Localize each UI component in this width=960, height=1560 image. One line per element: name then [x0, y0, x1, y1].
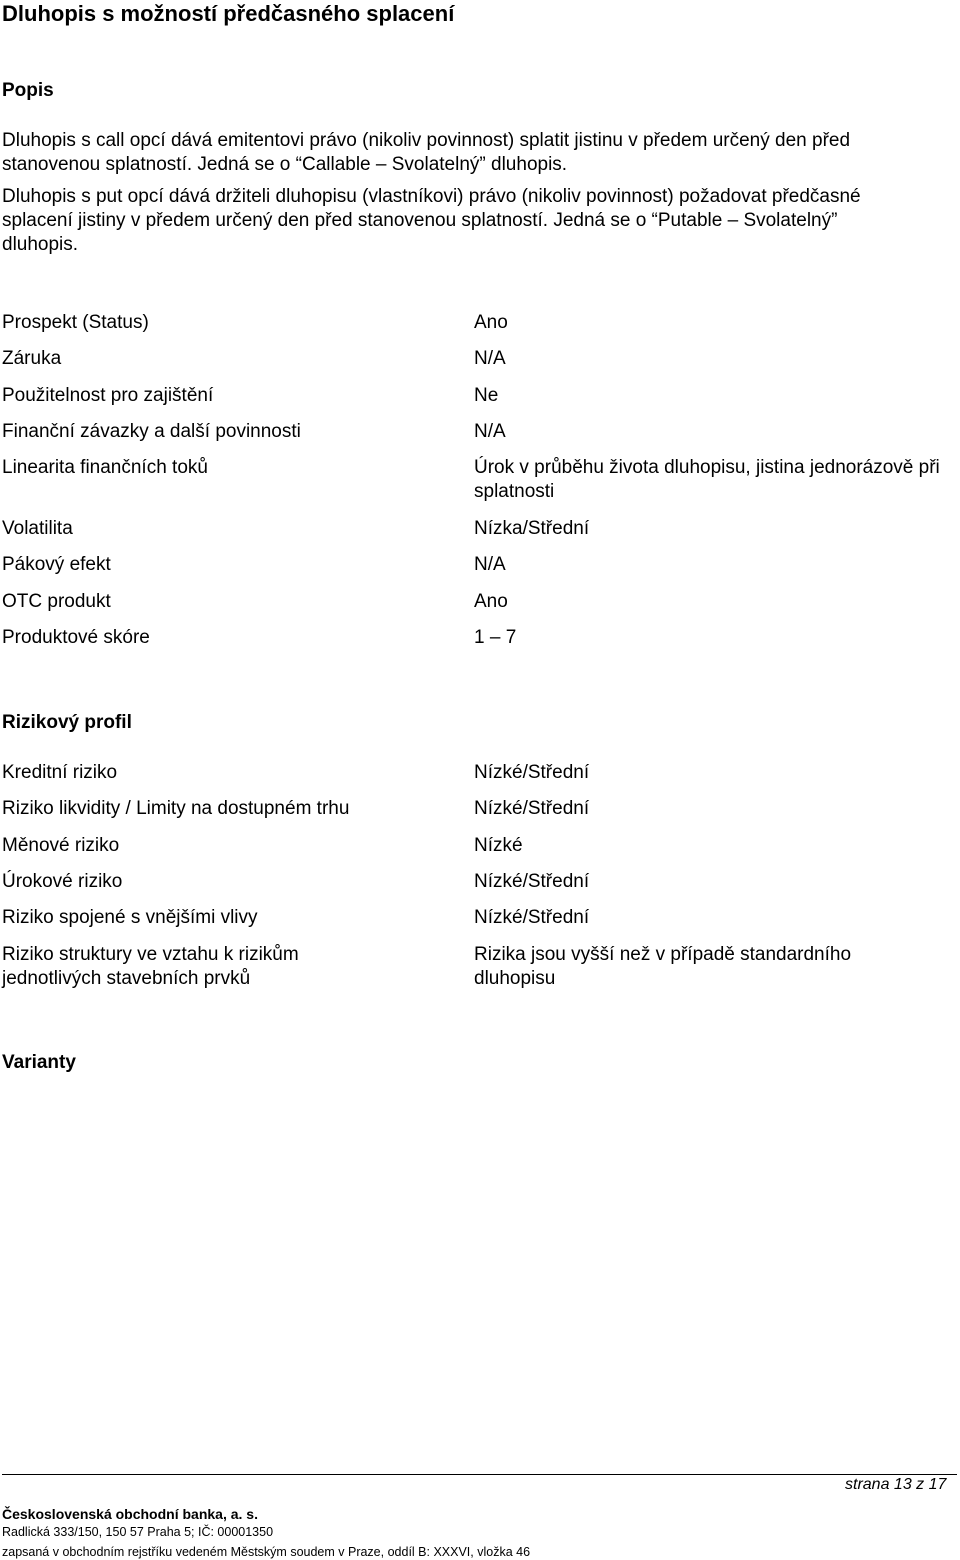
risk-label-menove: Měnové riziko — [2, 835, 120, 856]
risk-value-likvidita: Nízké/Střední — [474, 798, 590, 819]
risk-label-urokove: Úrokové riziko — [2, 871, 123, 892]
paragraph-line: splacení jistiny v předem určený den před stanovenou splatností. Jedná se o “Putable – Svolatelný” — [2, 210, 838, 231]
attr-value-zaruka: N/A — [474, 348, 506, 369]
risk-label-kreditni: Kreditní riziko — [2, 762, 118, 783]
attr-label-otc: OTC produkt — [2, 591, 111, 612]
attr-label-skore: Produktové skóre — [2, 627, 150, 648]
attr-label-linearita: Linearita finančních toků — [2, 457, 208, 478]
paragraph-line: Dluhopis s call opcí dává emitentovi právo (nikoliv povinnost) splatit jistinu v předem určený den před — [2, 130, 851, 151]
attr-label-financni-zavazky: Finanční závazky a další povinnosti — [2, 421, 301, 442]
risk-value-urokove: Nízké/Střední — [474, 871, 590, 892]
attr-value-pakovy-efekt: N/A — [474, 554, 506, 575]
risk-value-kreditni: Nízké/Střední — [474, 762, 590, 783]
attr-value-skore: 1 – 7 — [474, 627, 517, 648]
risk-value-struktura: Rizika jsou vyšší než v případě standardního dluhopisu — [474, 944, 852, 989]
attr-value-prospekt: Ano — [474, 312, 508, 333]
paragraph-line: stanovenou splatností. Jedná se o “Callable – Svolatelný” dluhopis. — [2, 154, 568, 175]
risk-value-menove: Nízké — [474, 835, 523, 856]
attr-label-pakovy-efekt: Pákový efekt — [2, 554, 111, 575]
variants-heading: Varianty — [2, 1052, 76, 1073]
page-title: Dluhopis s možností předčasného splacení — [2, 1, 455, 26]
footer-company: Československá obchodní banka, a. s. — [2, 1506, 258, 1522]
attr-value-linearita: Úrok v průběhu života dluhopisu, jistina jednorázově při splatnosti — [474, 457, 940, 502]
risk-label-likvidita: Riziko likvidity / Limity na dostupném trhu — [2, 798, 350, 819]
attr-label-zaruka: Záruka — [2, 348, 62, 369]
risk-label-vnejsi-vlivy: Riziko spojené s vnějšími vlivy — [2, 907, 258, 928]
risk-value-vnejsi-vlivy: Nízké/Střední — [474, 907, 590, 928]
attr-value-financni-zavazky: N/A — [474, 421, 506, 442]
attr-label-pouzitelnost: Použitelnost pro zajištění — [2, 385, 214, 406]
description-paragraph-put — [2, 185, 952, 257]
attr-label-volatilita: Volatilita — [2, 518, 73, 539]
attr-value-volatilita: Nízka/Střední — [474, 518, 590, 539]
risk-profile-heading: Rizikový profil — [2, 712, 132, 733]
footer-address: Radlická 333/150, 150 57 Praha 5; IČ: 00001350 — [2, 1525, 274, 1539]
risk-label-struktura: Riziko struktury ve vztahu k rizikům jednotlivých stavebních prvků — [2, 944, 299, 989]
description-heading: Popis — [2, 80, 54, 101]
paragraph-line: Dluhopis s put opcí dává držiteli dluhopisu (vlastníkovi) právo (nikoliv povinnost) požadovat předčasné — [2, 186, 861, 207]
attr-value-otc: Ano — [474, 591, 508, 612]
page-number: strana 13 z 17 — [845, 1476, 947, 1493]
attr-label-prospekt: Prospekt (Status) — [2, 312, 149, 333]
footer-registry: zapsaná v obchodním rejstříku vedeném Městským soudem v Praze, oddíl B: XXXVI, vložka 46 — [2, 1545, 531, 1559]
footer-divider — [2, 1474, 957, 1475]
attr-value-pouzitelnost: Ne — [474, 385, 499, 406]
description-paragraph-call — [2, 129, 952, 177]
paragraph-line: dluhopis. — [2, 234, 79, 255]
